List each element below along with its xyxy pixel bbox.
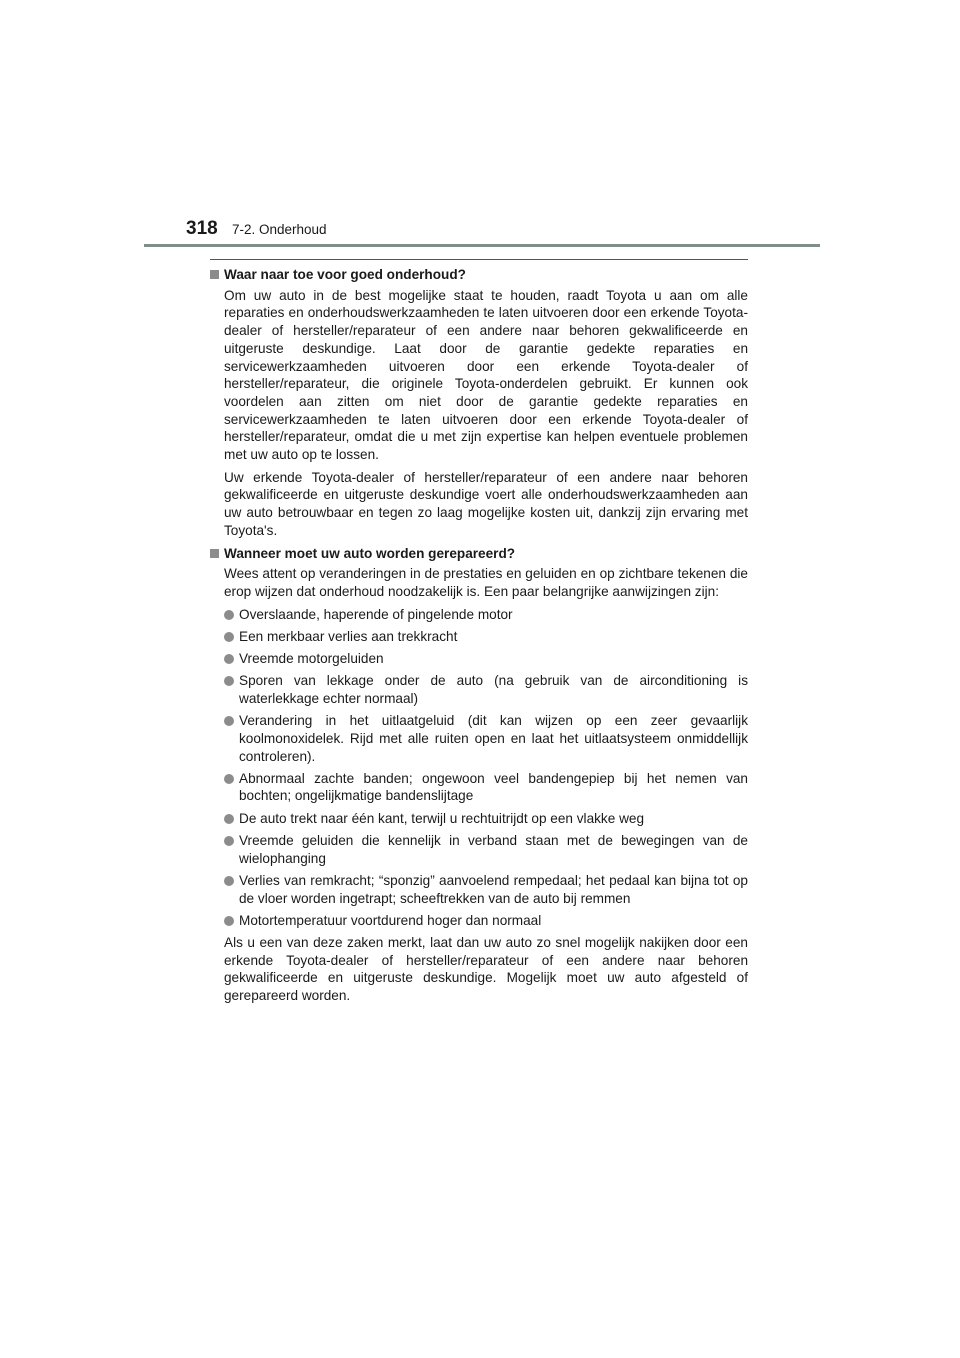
list-item [224,712,748,765]
list-item [224,672,748,707]
list-item-text: Sporen van lekkage onder de auto (na gebruik van de airconditioning is waterlekkage echter normaal) [239,673,748,706]
list-item-text: De auto trekt naar één kant, terwijl u rechtuitrijdt op een vlakke weg [239,810,645,826]
list-item [224,832,748,867]
list-item [224,606,748,624]
subheading-text: Waar naar toe voor goed onderhoud? [224,267,466,282]
list-item [224,628,748,646]
circle-bullet-icon [224,654,234,664]
list-item [224,872,748,907]
subheading-maintenance-location [210,266,748,284]
page-content [210,259,748,1010]
paragraph: Uw erkende Toyota-dealer of hersteller/reparateur of een andere naar behoren gekwalificeerde en uitgeruste deskundige voert alle onderhoudswerkzaamheden aan uw auto betrouwbaar en tegen zo laag mogelijke kosten uit, dankzij zijn ervaring met Toyota's. [224,469,748,538]
section-title: 7-2. Onderhoud [232,222,327,237]
paragraph: Om uw auto in de best mogelijke staat te houden, raadt Toyota u aan om alle reparaties en onderhoudswerkzaamheden te laten uitvoeren door een erkende Toyota-dealer of hersteller/reparateur of een andere naar behoren gekwalificeerde en uitgeruste deskundige. Laat door de garantie gedekte reparaties en servicewerkzaamheden uitvoeren door een erkende Toyota-dealer of hersteller/reparateur, die originele Toyota-onderdelen gebruikt. Er kunnen ook voordelen aan zitten om niet door de garantie gedekte reparaties en servicewerkzaamheden te laten uitvoeren door een erkende Toyota-dealer of hersteller/reparateur, omdat die u met zijn expertise kan helpen eventuele problemen met uw auto op te lossen. [224,287,748,463]
page-number: 318 [186,218,218,239]
subheading-when-to-repair [210,545,748,563]
list-item-text: Overslaande, haperende of pingelende motor [239,606,513,622]
header-divider [144,244,820,247]
symptom-list [210,606,748,930]
paragraph-outro: Als u een van deze zaken merkt, laat dan uw auto zo snel mogelijk nakijken door een erkende Toyota-dealer of hersteller/reparateur of een andere naar behoren gekwalificeerde en uitgeruste deskundige. Mogelijk moet uw auto afgesteld of gerepareerd worden. [224,934,748,1004]
circle-bullet-icon [224,676,234,686]
list-item [224,810,748,828]
circle-bullet-icon [224,876,234,886]
square-bullet-icon [210,270,219,279]
circle-bullet-icon [224,632,234,642]
circle-bullet-icon [224,814,234,824]
list-item [224,770,748,805]
subheading-text: Wanneer moet uw auto worden gerepareerd? [224,545,516,561]
circle-bullet-icon [224,610,234,620]
paragraph-intro: Wees attent op veranderingen in de prestaties en geluiden en op zichtbare tekenen die erop wijzen dat onderhoud noodzakelijk is. Een paar belangrijke aanwijzingen zijn: [224,566,748,599]
circle-bullet-icon [224,836,234,846]
page-header [186,218,826,246]
circle-bullet-icon [224,716,234,726]
square-bullet-icon [210,549,219,558]
list-item-text: Motortemperatuur voortdurend hoger dan normaal [239,912,542,928]
list-item [224,650,748,668]
list-item-text: Vreemde motorgeluiden [239,651,384,667]
list-item-text: Een merkbaar verlies aan trekkracht [239,628,458,644]
list-item-text: Vreemde geluiden die kennelijk in verband staan met de bewegingen van de wielophanging [239,832,748,866]
circle-bullet-icon [224,774,234,784]
list-item [224,912,748,930]
list-item-text: Verandering in het uitlaatgeluid (dit kan wijzen op een zeer gevaarlijk koolmonoxidelek. Rijd met alle ruiten open en laat het uitlaatsysteem onmiddellijk controleren). [239,713,748,764]
list-item-text: Abnormaal zachte banden; ongewoon veel bandengepiep bij het nemen van bochten; ongelijkmatige bandenslijtage [239,770,748,804]
circle-bullet-icon [224,916,234,926]
list-item-text: Verlies van remkracht; “sponzig” aanvoelend rempedaal; het pedaal kan bijna tot op de vloer worden ingetrapt; scheeftrekken van de auto bij remmen [239,872,748,906]
